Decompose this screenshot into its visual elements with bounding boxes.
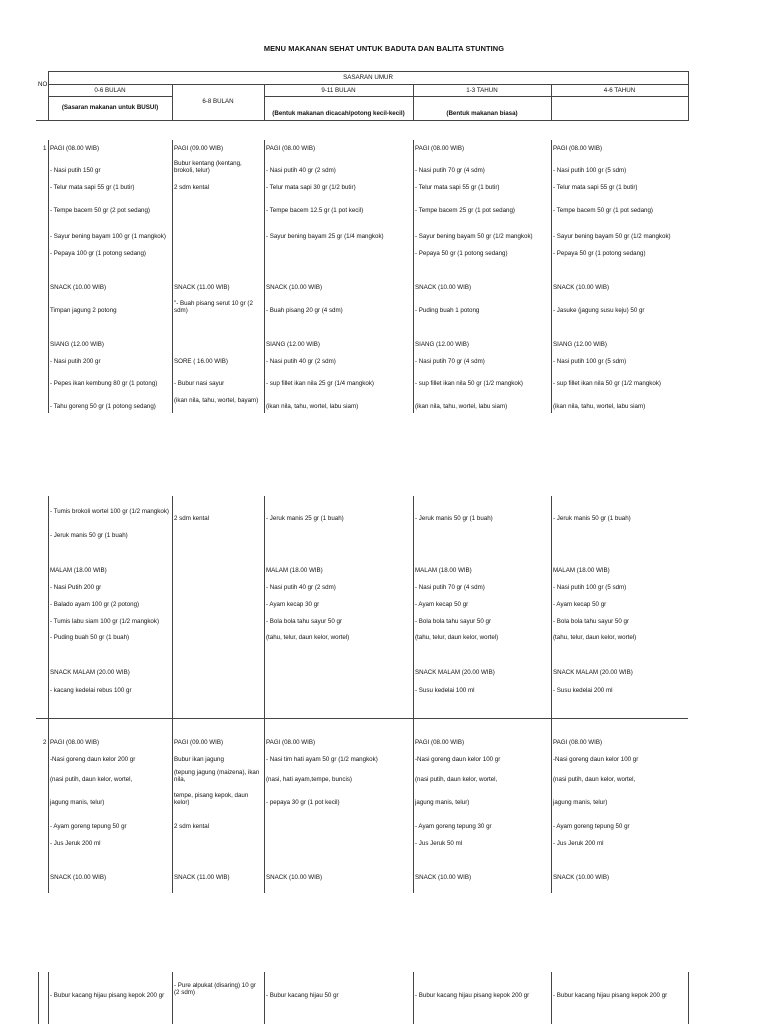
b1b-c5-item: - Bola bola tahu sayur 50 gr — [553, 618, 630, 625]
b2-vline-2 — [172, 719, 173, 893]
b1b-c1-item: - Tumis brokoli wortel 100 gr (1/2 mangkok) — [50, 508, 169, 515]
b1-c2-item: 2 sdm kental — [174, 184, 210, 191]
header-col-9-11: 9-11 BULAN — [321, 87, 356, 94]
b2-c3-item: - pepaya 30 gr (1 pot kecil) — [266, 799, 340, 806]
b1-c1-item: - Pepes ikan kembung 80 gr (1 potong) — [50, 380, 158, 387]
header-rule-2b — [264, 96, 688, 97]
b2-c5-item: - Bubur kacang hijau pisang kepok 200 gr — [553, 992, 668, 999]
b2-c1-item: - Jus Jeruk 200 ml — [50, 840, 101, 847]
b1-c4-item: - Nasi putih 70 gr (4 sdm) — [415, 358, 485, 365]
b1-c5-item: - Jasuke (jagung susu keju) 50 gr — [553, 307, 645, 314]
b1b-c1-item: - Jeruk manis 50 gr (1 buah) — [50, 532, 128, 539]
b1-c3-item: - Sayur bening bayam 25 gr (1/4 mangkok) — [266, 233, 384, 240]
b2-c2-item: tempe, pisang kepok, daun kelor) — [174, 792, 249, 807]
b1-c5-snack: SNACK (10.00 WIB) — [553, 284, 610, 291]
b1-c1-item: - Nasi putih 200 gr — [50, 358, 101, 365]
b1-c1-item: - Tahu goreng 50 gr (1 potong sedang) — [50, 403, 156, 410]
header-col-0-6: 0-6 BULAN — [94, 87, 126, 94]
header-rule-2a — [48, 96, 172, 97]
b2-c4-snack: SNACK (10.00 WIB) — [415, 874, 472, 881]
b1-c5-pagi: PAGI (08.00 WIB) — [553, 145, 603, 152]
b1-c5-item: (ikan nila, tahu, wortel, labu siam) — [553, 403, 646, 410]
b1-c5-siang: SIANG (12.00 WIB) — [553, 341, 607, 348]
b1-vline-1 — [48, 140, 49, 413]
b1-c3-item: - Tempe bacem 12.5 gr (1 pot kecil) — [266, 207, 364, 214]
b1b-vline-2 — [172, 496, 173, 718]
b1-c3-snack: SNACK (10.00 WIB) — [266, 284, 323, 291]
b1-c3-item: - Nasi putih 40 gr (2 sdm) — [266, 167, 336, 174]
b1-c3-item: - Telur mata sapi 30 gr (1/2 butir) — [266, 184, 356, 191]
b1b-c5-item: - Susu kedelai 200 ml — [553, 687, 613, 694]
b1b-c4-item: - Bola bola tahu sayur 50 gr — [415, 618, 492, 625]
b1-c2-snack: SNACK (11.00 WIB) — [174, 284, 230, 291]
b1-c2-pagi: PAGI (09.00 WIB) — [174, 145, 224, 152]
b1b-vline-1 — [48, 496, 49, 718]
b1b-c3-item: - Ayam kecap 30 gr — [266, 601, 320, 608]
b1-c5-item: - Pepaya 50 gr (1 potong sedang) — [553, 250, 646, 257]
b1b-c2-item: 2 sdm kental — [174, 515, 210, 522]
b1-c3-pagi: PAGI (08.00 WIB) — [266, 145, 316, 152]
b1-c4-item: - Telur mata sapi 55 gr (1 butir) — [415, 184, 500, 191]
b2-vline-4 — [413, 719, 414, 893]
b2-c5-snack: SNACK (10.00 WIB) — [553, 874, 610, 881]
b2-c5-item: - Ayam goreng tepung 50 gr — [553, 823, 630, 830]
b1-c5-item: - Tempe bacem 50 gr (1 pot sedang) — [553, 207, 653, 214]
b1-c1-item: - Pepaya 100 gr (1 potong sedang) — [50, 250, 146, 257]
b2-c1-item: jagung manis, telur) — [50, 799, 105, 806]
b2-c3-pagi: PAGI (08.00 WIB) — [266, 739, 316, 746]
b1-c2-sore: SORE ( 16.00 WIB) — [174, 358, 228, 365]
b2-c2-item: - Pure alpukat (disaring) 10 gr (2 sdm) — [174, 982, 256, 997]
b1-c2-item: - Bubur nasi sayur — [174, 380, 225, 387]
header-note-0-6: (Sasaran makanan untuk BUSUI) — [61, 104, 159, 111]
row-number-1: 1 — [43, 145, 47, 152]
b1b-c5-item: - Nasi putih 100 gr (5 sdm) — [553, 584, 627, 591]
b1b-c1-item: - Balado ayam 100 gr (2 potong) — [50, 601, 140, 608]
b1-c1-item: - Telur mata sapi 55 gr (1 butir) — [50, 184, 135, 191]
b1-c1-snack: SNACK (10.00 WIB) — [50, 284, 107, 291]
b1b-c1-item: - kacang kedelai rebus 100 gr — [50, 687, 132, 694]
b2-c5-pagi: PAGI (08.00 WIB) — [553, 739, 603, 746]
b2-c3-snack: SNACK (10.00 WIB) — [266, 874, 323, 881]
b1-c3-item: - Buah pisang 20 gr (4 sdm) — [266, 307, 343, 314]
header-sasaran-umur: SASARAN UMUR — [343, 74, 393, 81]
b2-c5-item: jagung manis, telur) — [553, 799, 608, 806]
header-bottom-border — [36, 120, 688, 121]
header-col-4-6: 4-6 TAHUN — [603, 87, 636, 94]
b1-c1-pagi: PAGI (08.00 WIB) — [50, 145, 100, 152]
header-no: NO — [38, 81, 48, 88]
b1b-c3-item: - Jeruk manis 25 gr (1 buah) — [266, 515, 344, 522]
b1-c3-item: (ikan nila, tahu, wortel, labu siam) — [266, 403, 359, 410]
b2b-vline-2 — [172, 972, 173, 1024]
b2b-vline-3 — [264, 972, 265, 1024]
b1b-c3-malam: MALAM (18.00 WIB) — [266, 567, 323, 574]
b2b-vline-6 — [688, 972, 689, 1024]
b1-c2-item: (ikan nila, tahu, wortel, bayam) — [174, 397, 259, 404]
b2-c4-item: - Ayam goreng tepung 30 gr — [415, 823, 492, 830]
b2-vline-3 — [264, 719, 265, 893]
header-col-1-3: 1-3 TAHUN — [466, 87, 498, 94]
b1-c5-item: - Sayur bening bayam 50 gr (1/2 mangkok) — [553, 233, 671, 240]
b1b-c5-malam: MALAM (18.00 WIB) — [553, 567, 610, 574]
b1-c4-item: - sup fillet ikan nila 50 gr (1/2 mangkok) — [415, 380, 523, 387]
b2-c2-item: 2 sdm kental — [174, 823, 210, 830]
b2-c4-item: jagung manis, telur) — [415, 799, 470, 806]
b2-c1-item: - Ayam goreng tepung 50 gr — [50, 823, 127, 830]
b2-c5-item: (nasi putih, daun kelor, wortel, — [553, 776, 636, 783]
b2-c1-item: - Bubur kacang hijau pisang kepok 200 gr — [50, 992, 165, 999]
b2-c2-item: Bubur ikan jagung — [174, 756, 224, 763]
b1-c4-item: - Tempe bacem 25 gr (1 pot sedang) — [415, 207, 515, 214]
b1b-c5-item: (tahu, telur, daun kelor, wortel) — [553, 634, 637, 641]
b1-c3-item: - Nasi putih 40 gr (2 sdm) — [266, 358, 336, 365]
b2b-vline-5 — [551, 972, 552, 1024]
b1-c5-item: - sup fillet ikan nila 50 gr (1/2 mangkok) — [553, 380, 661, 387]
header-rule-1 — [48, 84, 688, 85]
b1-c2-item: Bubur kentang (kentang, brokoli, telur) — [174, 160, 242, 175]
b1b-c3-item: - Nasi putih 40 gr (2 sdm) — [266, 584, 336, 591]
b2-c1-snack: SNACK (10.00 WIB) — [50, 874, 107, 881]
b1-c1-item: Timpan jagung 2 potong — [50, 307, 117, 314]
b2-c3-item: - Nasi tim hati ayam 50 gr (1/2 mangkok) — [266, 756, 378, 763]
b2-c2-snack: SNACK (11.00 WIB) — [174, 874, 230, 881]
b1b-c1-item: - Puding buah 50 gr (1 buah) — [50, 634, 130, 641]
b1b-vline-5 — [551, 496, 552, 718]
b2b-vline-0 — [38, 972, 39, 1024]
b1-c5-item: - Telur mata sapi 55 gr (1 butir) — [553, 184, 638, 191]
b1b-c5-item: - Ayam kecap 50 gr — [553, 601, 607, 608]
b2-c4-item: -Nasi goreng daun kelor 100 gr — [415, 756, 501, 763]
b1b-c4-snack-malam: SNACK MALAM (20.00 WIB) — [415, 669, 495, 676]
b1b-c1-malam: MALAM (18.00 WIB) — [50, 567, 107, 574]
b2b-vline-4 — [413, 972, 414, 1024]
b1b-c5-snack-malam: SNACK MALAM (20.00 WIB) — [553, 669, 633, 676]
b1b-c3-item: - Bola bola tahu sayur 50 gr — [266, 618, 343, 625]
b1-c4-item: - Nasi putih 70 gr (4 sdm) — [415, 167, 485, 174]
b1b-c1-item: - Nasi Putih 200 gr — [50, 584, 102, 591]
b1b-c4-item: - Nasi putih 70 gr (4 sdm) — [415, 584, 485, 591]
b1b-c4-item: - Ayam kecap 50 gr — [415, 601, 469, 608]
b2-c3-item: - Bubur kacang hijau 50 gr — [266, 992, 339, 999]
b1-c1-item: - Tempe bacem 50 gr (2 pot sedang) — [50, 207, 150, 214]
header-vline-6 — [688, 71, 689, 121]
b1b-c4-item: - Jeruk manis 50 gr (1 buah) — [415, 515, 493, 522]
b2-c3-item: (nasi, hati ayam,tempe, buncis) — [266, 776, 352, 783]
b1-c2-item: "- Buah pisang serut 10 gr (2 sdm) — [174, 300, 253, 315]
b1b-c4-item: - Susu kedelai 100 ml — [415, 687, 475, 694]
header-top-border — [48, 71, 688, 72]
b1-c5-item: - Nasi putih 100 gr (5 sdm) — [553, 358, 627, 365]
b1b-c4-item: (tahu, telur, daun kelor, wortel) — [415, 634, 499, 641]
b2-vline-1 — [48, 719, 49, 893]
b1-vline-3 — [264, 140, 265, 413]
b2-c5-item: - Jus Jeruk 200 ml — [553, 840, 604, 847]
b1-vline-5 — [551, 140, 552, 413]
b1b-c5-item: - Jeruk manis 50 gr (1 buah) — [553, 515, 631, 522]
header-note-1-3: (Bentuk makanan biasa) — [446, 110, 518, 117]
b2-c1-item: (nasi putih, daun kelor, wortel, — [50, 776, 133, 783]
row-number-2: 2 — [43, 739, 47, 746]
b2-c4-item: (nasi putih, daun kelor, wortel, — [415, 776, 498, 783]
b2-c4-pagi: PAGI (08.00 WIB) — [415, 739, 465, 746]
b1-c4-item: - Pepaya 50 gr (1 potong sedang) — [415, 250, 508, 257]
b2b-vline-1 — [48, 972, 49, 1024]
b2-c1-pagi: PAGI (08.00 WIB) — [50, 739, 100, 746]
b1-c1-item: - Sayur bening bayam 100 gr (1 mangkok) — [50, 233, 166, 240]
b1b-c1-item: - Tumis labu siam 100 gr (1/2 mangkok) — [50, 618, 160, 625]
b1-c3-siang: SIANG (12.00 WIB) — [266, 341, 320, 348]
b2-c4-item: - Bubur kacang hijau pisang kepok 200 gr — [415, 992, 530, 999]
b2-c4-item: - Jus Jeruk 50 ml — [415, 840, 463, 847]
b2-c2-item: (tepung jagung (maizena), ikan nila, — [174, 769, 260, 784]
b1-c5-item: - Nasi putih 100 gr (5 sdm) — [553, 167, 627, 174]
b1-c4-siang: SIANG (12.00 WIB) — [415, 341, 469, 348]
b1b-c3-item: (tahu, telur, daun kelor, wortel) — [266, 634, 350, 641]
b1-vline-4 — [413, 140, 414, 413]
b1-c3-item: - sup fillet ikan nila 25 gr (1/4 mangkok) — [266, 380, 374, 387]
b1b-c1-snack-malam: SNACK MALAM (20.00 WIB) — [50, 669, 130, 676]
b1-c4-item: - Sayur bening bayam 50 gr (1/2 mangkok) — [415, 233, 533, 240]
b1-c4-snack: SNACK (10.00 WIB) — [415, 284, 472, 291]
b1-c4-item: - Puding buah 1 potong — [415, 307, 480, 314]
b1b-vline-3 — [264, 496, 265, 718]
b1-c4-pagi: PAGI (08.00 WIB) — [415, 145, 465, 152]
b1-c1-item: - Nasi putih 150 gr — [50, 167, 101, 174]
b2-c5-item: -Nasi goreng daun kelor 100 gr — [553, 756, 639, 763]
b1-c1-siang: SIANG (12.00 WIB) — [50, 341, 104, 348]
b2-vline-5 — [551, 719, 552, 893]
header-note-9-11: (Bentuk makanan dicacah/potong kecil-kecil) — [272, 110, 405, 117]
b2-c2-pagi: PAGI (09.00 WIB) — [174, 739, 224, 746]
b1b-vline-4 — [413, 496, 414, 718]
page-title: MENU MAKANAN SEHAT UNTUK BADUTA DAN BALITA STUNTING — [263, 44, 505, 53]
b2-c1-item: -Nasi goreng daun kelor 200 gr — [50, 756, 136, 763]
b1-c4-item: (ikan nila, tahu, wortel, labu siam) — [415, 403, 508, 410]
header-col-6-8: 6-8 BULAN — [202, 98, 234, 105]
b1-vline-2 — [172, 140, 173, 413]
b1-bottom-border — [36, 718, 688, 719]
b1b-c4-malam: MALAM (18.00 WIB) — [415, 567, 472, 574]
